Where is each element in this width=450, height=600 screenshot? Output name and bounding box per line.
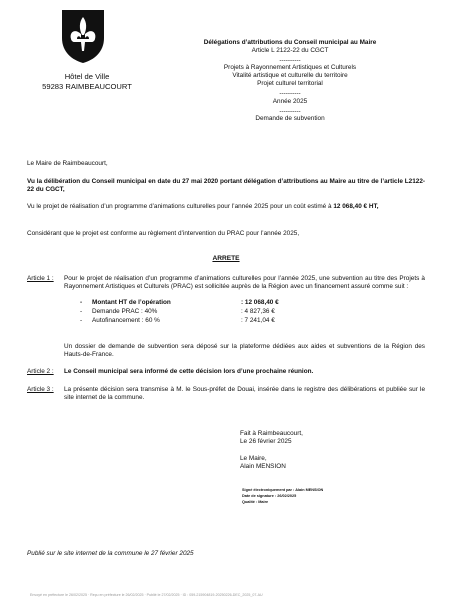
signature-date: Le 26 février 2025: [240, 438, 292, 445]
coat-of-arms-icon: [60, 8, 106, 64]
mairie-name: Hôtel de Ville: [64, 72, 110, 81]
header-vitalite: Vitalité artistique et culturelle du territoire: [232, 72, 348, 79]
greeting: Le Maire de Raimbeaucourt,: [27, 160, 108, 167]
signature-title: Le Maire,: [240, 455, 267, 462]
prefecture-footer: Envoyé en préfecture le 26/02/2025 · Reçu en préfecture le 26/02/2025 · Publié le 27/02/2025 · ID : 059-215904819-20250226-DEC_2025_07-AU: [30, 593, 263, 597]
vu-deliberation: Vu la délibération du Conseil municipal en date du 27 mai 2020 portant délégation d’attributions au Maire au titre de l’article L2122-22 du CGCT,: [27, 178, 425, 194]
header-demande: Demande de subvention: [255, 115, 325, 122]
signature-place: Fait à Raimbeaucourt,: [240, 430, 303, 437]
header-article: Article L 2122-22 du CGCT: [251, 47, 329, 54]
arrete-title: ARRETE: [212, 255, 240, 262]
vu-projet: Vu le projet de réalisation d’un programme d’animations culturelles pour l’année 2025 pour un coût estimé à 12 068,40 € HT,: [27, 203, 379, 210]
header-separator: ----------: [279, 90, 301, 97]
article-1-label: Article 1 :: [27, 275, 54, 282]
mairie-address: 59283 RAIMBEAUCOURT: [42, 82, 132, 91]
signature-name: Alain MENSION: [240, 463, 286, 470]
article-1-text: Pour le projet de réalisation d’un programme d’animations culturelles pour l’année 2025, une subvention au titre des Projets à Rayonnement Artistiques et Culturels (PRAC) est sollicitée auprès de la Région avec un financement assuré comme suit :: [64, 275, 425, 291]
header-prac: Projets à Rayonnement Artistiques et Culturels: [223, 64, 357, 71]
article-3-text: La présente décision sera transmise à M. le Sous-préfet de Douai, insérée dans le registre des délibérations et publiée sur le site internet de la commune.: [64, 386, 425, 402]
e-signature-date: Date de signature : 26/02/2025: [242, 494, 297, 498]
header-separator: ----------: [279, 57, 301, 64]
header-separator: ----------: [279, 108, 301, 115]
article-3-label: Article 3 :: [27, 386, 54, 393]
article-1-note: Un dossier de demande de subvention sera déposé sur la plateforme dédiées aux aides et subventions de la Région des Hauts-de-France.: [64, 343, 425, 359]
article-2-label: Article 2 :: [27, 368, 54, 375]
e-signature-name: Signé électroniquement par : Alain MENSION: [242, 488, 324, 492]
header-title: Délégations d’attributions du Conseil municipal au Maire: [203, 39, 377, 46]
considerant: Considérant que le projet est conforme au règlement d’intervention du PRAC pour l’année 2025,: [27, 230, 300, 237]
article-2-text: Le Conseil municipal sera informé de cette décision lors d’une prochaine réunion.: [64, 368, 314, 375]
publication-note: Publié sur le site internet de la commune le 27 février 2025: [27, 550, 194, 557]
e-signature-quality: Qualité : Maire: [242, 500, 269, 504]
header-projet: Projet culturel territorial: [257, 80, 323, 87]
header-year: Année 2025: [272, 98, 308, 105]
